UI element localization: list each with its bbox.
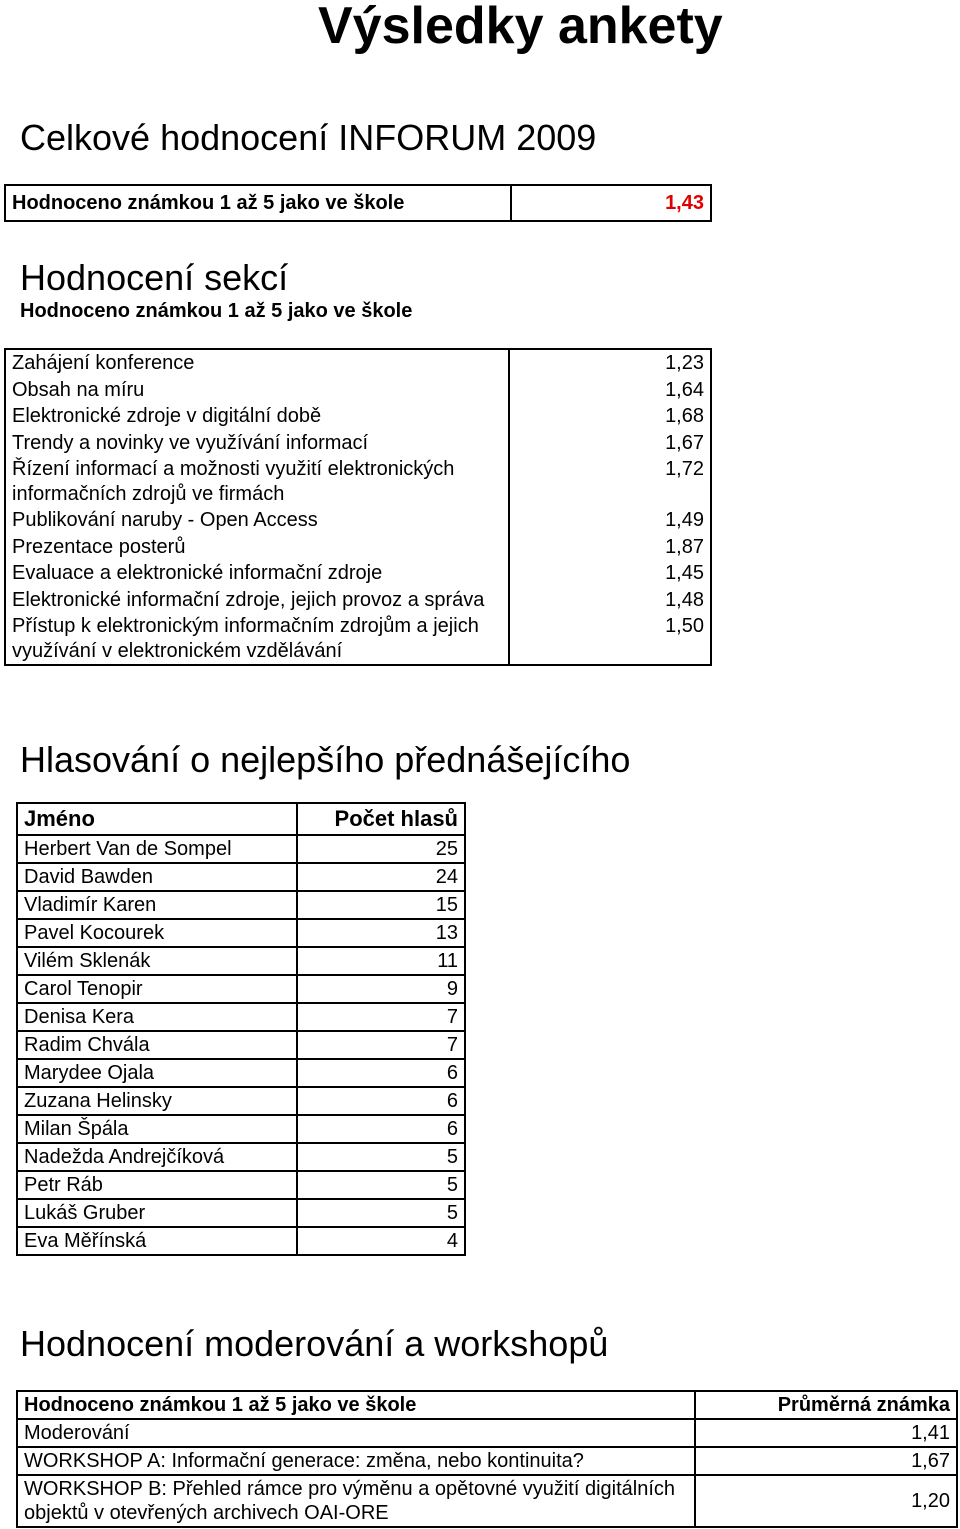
table-row [5,349,711,377]
table-row [17,1031,465,1059]
moderation-value: 1,41 [695,1419,957,1447]
table-row [17,1475,957,1527]
moderation-label: Moderování [17,1419,695,1447]
speaker-votes: 6 [297,1059,465,1087]
speaker-name: Nadežda Andrejčíková [17,1143,297,1171]
speaker-name: David Bawden [17,863,297,891]
column-header-label: Hodnoceno známkou 1 až 5 jako ve škole [17,1391,695,1419]
overall-label: Hodnoceno známkou 1 až 5 jako ve škole [5,185,511,221]
table-row [17,1227,465,1255]
speaker-votes: 24 [297,863,465,891]
table-row [17,891,465,919]
section-label: Publikování naruby - Open Access [5,507,509,534]
table-row [17,947,465,975]
speaker-name: Vilém Sklenák [17,947,297,975]
speaker-votes: 4 [297,1227,465,1255]
speaker-name: Lukáš Gruber [17,1199,297,1227]
moderation-rating-table [16,1390,958,1528]
section-label: Přístup k elektronickým informačním zdrojům a jejich využívání v elektronickém vzdělávání [5,613,509,665]
section-value: 1,45 [509,560,711,587]
table-row [17,1003,465,1031]
moderation-label: WORKSHOP A: Informační generace: změna, nebo kontinuita? [17,1447,695,1475]
section-label: Trendy a novinky ve využívání informací [5,430,509,457]
table-row [17,1199,465,1227]
sections-rating-table [4,348,712,666]
table-row [5,560,711,587]
speaker-name: Petr Ráb [17,1171,297,1199]
moderation-heading: Hodnocení moderování a workshopů [20,1323,609,1364]
section-label: Elektronické zdroje v digitální době [5,403,509,430]
table-row [5,613,711,665]
table-row [5,403,711,430]
table-row [17,1143,465,1171]
overall-heading: Celkové hodnocení INFORUM 2009 [20,117,597,158]
section-label: Obsah na míru [5,377,509,404]
table-header-row [17,803,465,835]
table-row [17,1087,465,1115]
speaker-votes: 15 [297,891,465,919]
moderation-value: 1,20 [695,1475,957,1527]
section-value: 1,67 [509,430,711,457]
speaker-votes: 7 [297,1003,465,1031]
speaker-votes: 13 [297,919,465,947]
section-label: Zahájení konference [5,349,509,377]
speaker-name: Denisa Kera [17,1003,297,1031]
speaker-votes: 5 [297,1171,465,1199]
speaker-votes: 9 [297,975,465,1003]
overall-value: 1,43 [511,185,711,221]
speaker-votes: 7 [297,1031,465,1059]
speaker-name: Herbert Van de Sompel [17,835,297,863]
section-value: 1,48 [509,587,711,614]
section-value: 1,49 [509,507,711,534]
column-header-value: Průměrná známka [695,1391,957,1419]
moderation-label: WORKSHOP B: Přehled rámce pro výměnu a opětovné využití digitálních objektů v otevřených archivech OAI-ORE [17,1475,695,1527]
table-row [5,456,711,507]
speaker-votes: 5 [297,1199,465,1227]
speaker-name: Eva Měřínská [17,1227,297,1255]
speaker-name: Milan Špála [17,1115,297,1143]
section-value: 1,50 [509,613,711,665]
table-row [5,185,711,221]
page-title: Výsledky ankety [318,0,723,55]
speaker-name: Vladimír Karen [17,891,297,919]
section-value: 1,23 [509,349,711,377]
speaker-name: Pavel Kocourek [17,919,297,947]
table-row [5,377,711,404]
speaker-votes: 25 [297,835,465,863]
overall-rating-table [4,184,712,222]
section-value: 1,72 [509,456,711,507]
table-row [5,534,711,561]
table-header-row [17,1391,957,1419]
section-value: 1,87 [509,534,711,561]
speaker-votes: 11 [297,947,465,975]
speaker-name: Carol Tenopir [17,975,297,1003]
speaker-votes-table [16,802,466,1256]
speaker-votes: 5 [297,1143,465,1171]
section-label: Prezentace posterů [5,534,509,561]
table-row [5,507,711,534]
table-row [17,1447,957,1475]
table-row [17,835,465,863]
speaker-votes: 6 [297,1087,465,1115]
table-row [17,1171,465,1199]
section-value: 1,68 [509,403,711,430]
table-row [17,1419,957,1447]
table-row [17,1115,465,1143]
table-row [17,975,465,1003]
table-row [5,587,711,614]
sections-subtitle: Hodnoceno známkou 1 až 5 jako ve škole [20,300,413,322]
speaker-votes: 6 [297,1115,465,1143]
table-row [5,430,711,457]
column-header-name: Jméno [17,803,297,835]
speakers-heading: Hlasování o nejlepšího přednášejícího [20,739,631,780]
sections-heading: Hodnocení sekcí [20,257,289,298]
speaker-name: Zuzana Helinsky [17,1087,297,1115]
column-header-votes: Počet hlasů [297,803,465,835]
table-row [17,919,465,947]
speaker-name: Radim Chvála [17,1031,297,1059]
section-label: Řízení informací a možnosti využití elektronických informačních zdrojů ve firmách [5,456,509,507]
section-value: 1,64 [509,377,711,404]
section-label: Evaluace a elektronické informační zdroje [5,560,509,587]
table-row [17,863,465,891]
section-label: Elektronické informační zdroje, jejich provoz a správa [5,587,509,614]
table-row [17,1059,465,1087]
speaker-name: Marydee Ojala [17,1059,297,1087]
moderation-value: 1,67 [695,1447,957,1475]
